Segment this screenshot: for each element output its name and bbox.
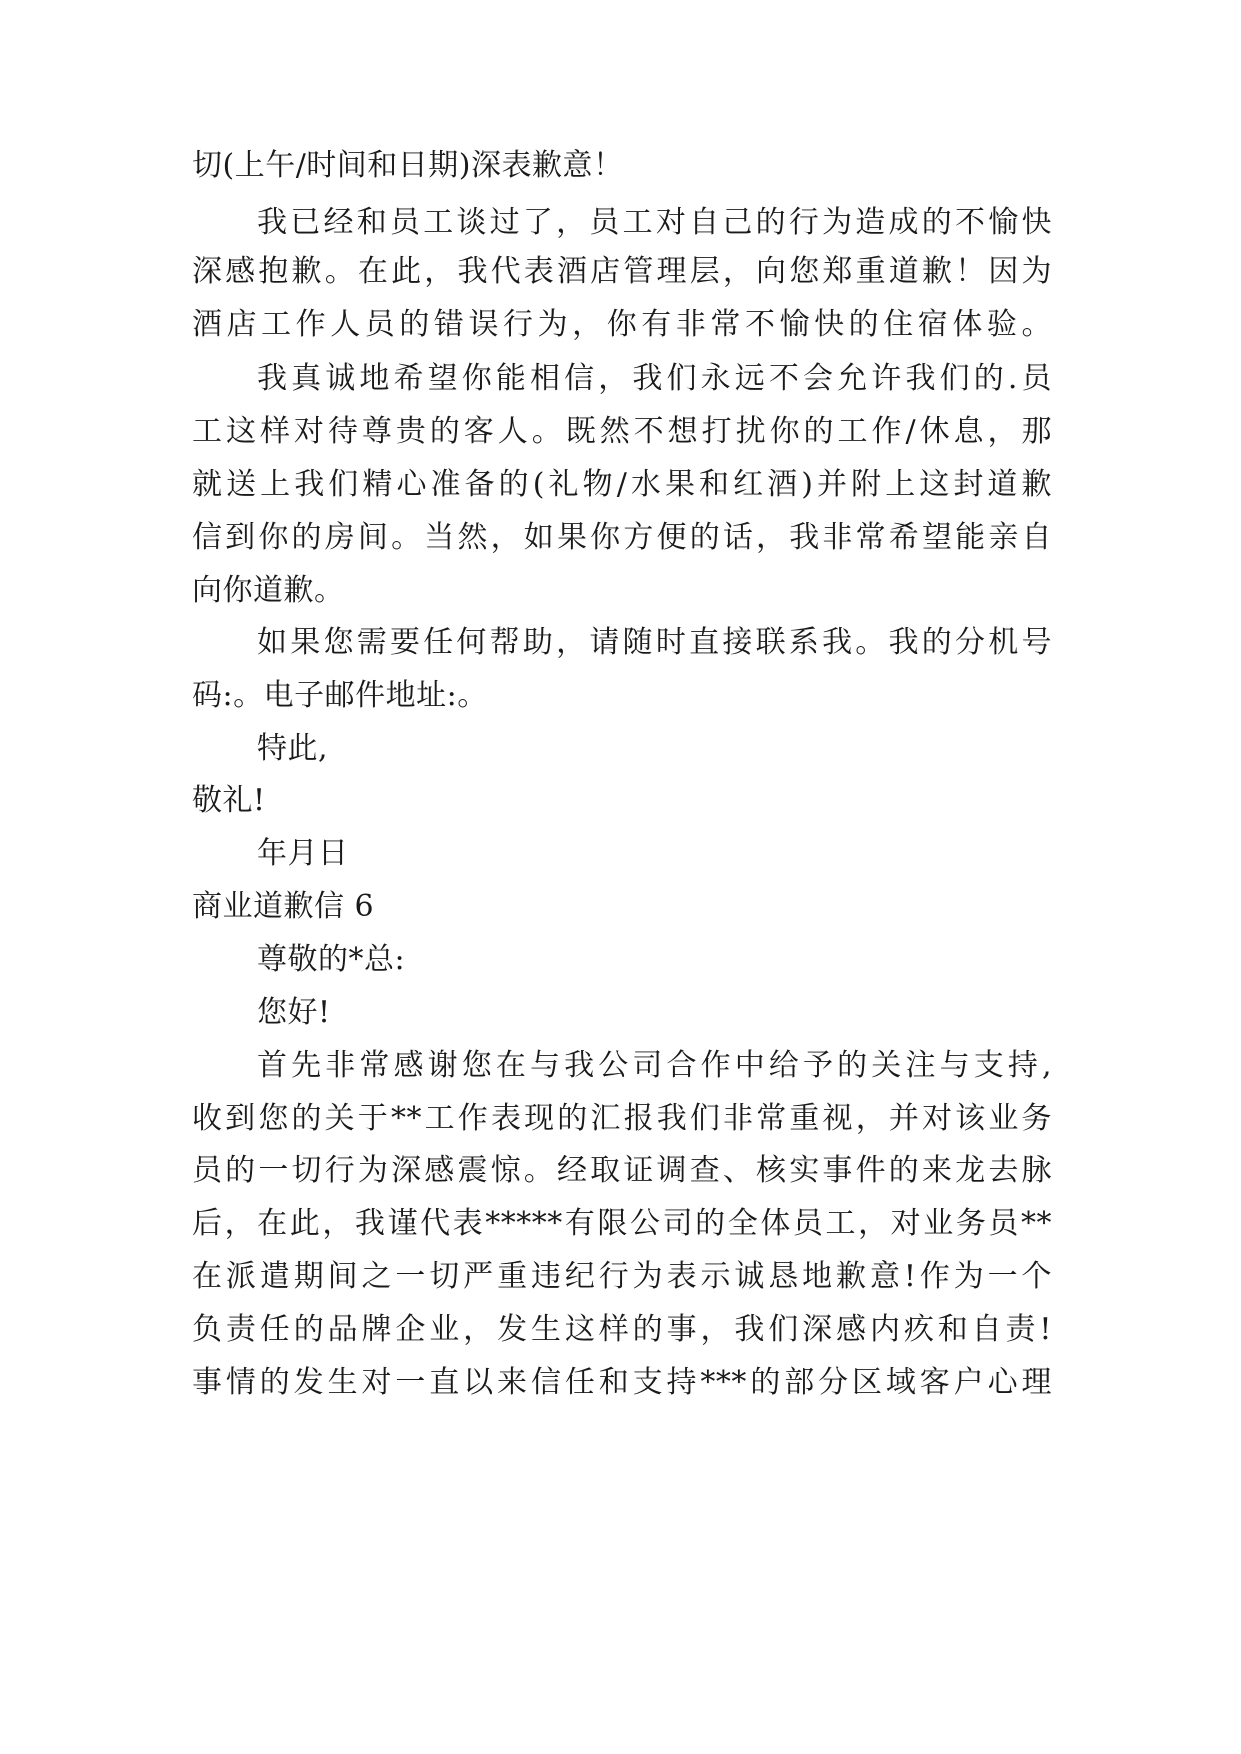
text-line: 向你道歉。 xyxy=(192,573,345,608)
text-line: 信到你的房间。当然，如果你方便的话，我非常希望能亲自 xyxy=(192,520,1052,555)
text-line: 负责任的品牌企业，发生这样的事，我们深感内疚和自责! xyxy=(192,1312,1052,1347)
text-line: 特此, xyxy=(257,731,329,766)
text-line: 敬礼! xyxy=(192,783,266,818)
text-line: 后，在此，我谨代表*****有限公司的全体员工，对业务员** xyxy=(192,1206,1052,1241)
section-heading: 商业道歉信 6 xyxy=(192,889,375,924)
text-line: 我已经和员工谈过了，员工对自己的行为造成的不愉快 xyxy=(257,205,1052,240)
text-line: 就送上我们精心准备的(礼物/水果和红酒)并附上这封道歉 xyxy=(192,467,1052,502)
text-line: 年月日 xyxy=(257,836,349,871)
text-line: 收到您的关于**工作表现的汇报我们非常重视，并对该业务 xyxy=(192,1101,1052,1136)
text-line: 工这样对待尊贵的客人。既然不想打扰你的工作/休息，那 xyxy=(192,414,1052,449)
text-line: 首先非常感谢您在与我公司合作中给予的关注与支持, xyxy=(257,1048,1052,1083)
text-line: 员的一切行为深感震惊。经取证调查、核实事件的来龙去脉 xyxy=(192,1153,1052,1188)
text-line: 码:。电子邮件地址:。 xyxy=(192,678,488,713)
text-line: 在派遣期间之一切严重违纪行为表示诚恳地歉意!作为一个 xyxy=(192,1259,1052,1294)
text-line: 我真诚地希望你能相信，我们永远不会允许我们的.员 xyxy=(257,361,1052,396)
text-line: 切(上午/时间和日期)深表歉意！ xyxy=(192,148,624,183)
text-line: 酒店工作人员的错误行为，你有非常不愉快的住宿体验。 xyxy=(192,307,1052,342)
salutation: 尊敬的*总: xyxy=(257,942,406,977)
text-line: 深感抱歉。在此，我代表酒店管理层，向您郑重道歉！因为 xyxy=(192,254,1052,289)
greeting: 您好! xyxy=(257,995,331,1030)
text-line: 如果您需要任何帮助，请随时直接联系我。我的分机号 xyxy=(257,625,1052,660)
text-line: 事情的发生对一直以来信任和支持***的部分区域客户心理 xyxy=(192,1365,1052,1400)
